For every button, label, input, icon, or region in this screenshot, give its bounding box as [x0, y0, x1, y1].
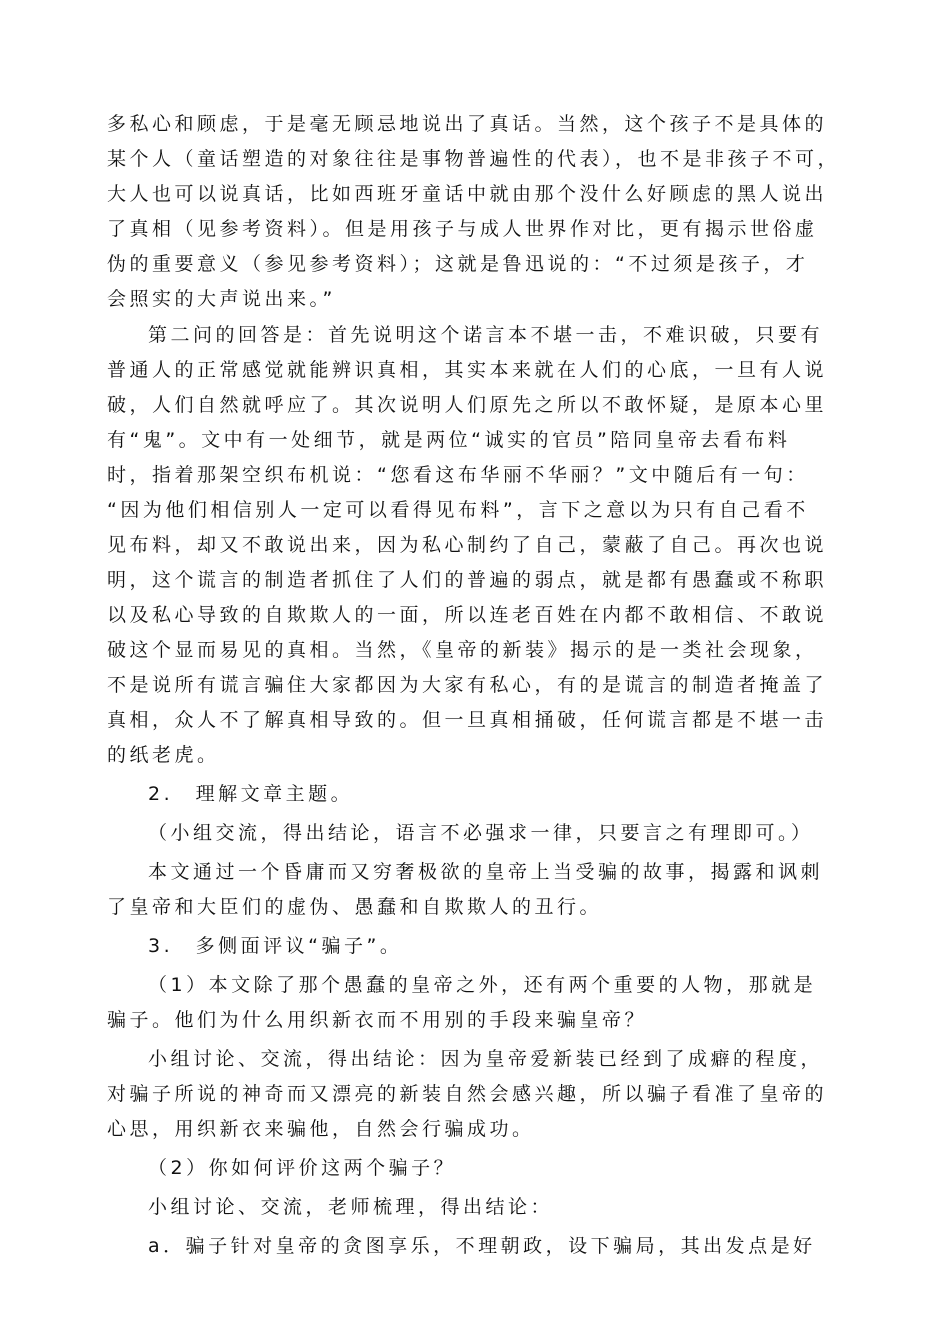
section-heading: 2. 理解文章主题。 [148, 783, 354, 805]
text-line: 的纸老虎。 [107, 744, 220, 766]
paragraph-start-line: 第二问的回答是：首先说明这个诺言本不堪一击，不难识破，只要有 [148, 324, 824, 346]
paragraph-start-line: 本文通过一个昏庸而又穷奢极欲的皇帝上当受骗的故事，揭露和讽刺 [148, 861, 824, 883]
text-line: 对骗子所说的神奇而又漂亮的新装自然会感兴趣，所以骗子看准了皇帝的 [107, 1083, 828, 1105]
text-line: 心思，用织新衣来骗他，自然会行骗成功。 [107, 1118, 535, 1140]
text-line: 以及私心导致的自欺欺人的一面，所以连老百姓在内都不敢相信、不敢说 [107, 604, 828, 626]
text-line: 多私心和顾虑，于是毫无顾忌地说出了真话。当然，这个孩子不是具体的 [107, 113, 828, 135]
text-line: 破这个显而易见的真相。当然，《皇帝的新装》揭示的是一类社会现象， [107, 639, 818, 661]
paragraph-start-line: a．骗子针对皇帝的贪图享乐，不理朝政，设下骗局，其出发点是好 [148, 1235, 816, 1257]
paragraph-start-line: 小组讨论、交流，老师梳理，得出结论： [148, 1196, 554, 1218]
text-line: 大人也可以说真话，比如西班牙童话中就由那个没什么好顾虑的黑人说出 [107, 183, 828, 205]
text-line: 了皇帝和大臣们的虚伪、愚蠢和自欺欺人的丑行。 [107, 896, 603, 918]
text-line: 不是说所有谎言骗住大家都因为大家有私心，有的是谎言的制造者掩盖了 [107, 674, 828, 696]
text-line: 破，人们自然就呼应了。其次说明人们原先之所以不敢怀疑，是原本心里 [107, 394, 828, 416]
text-line: 会照实的大声说出来。” [107, 288, 336, 310]
text-line: 明，这个谎言的制造者抓住了人们的普遍的弱点，就是都有愚蠢或不称职 [107, 569, 828, 591]
paragraph-start-line: （小组交流，得出结论，语言不必强求一律，只要言之有理即可。） [148, 822, 814, 844]
text-line: 时，指着那架空织布机说：“您看这布华丽不华丽？”文中随后有一句： [107, 464, 809, 486]
paragraph-start-line: （2）你如何评价这两个骗子？ [148, 1157, 457, 1179]
text-line: 真相，众人不了解真相导致的。但一旦真相捅破，任何谎言都是不堪一击 [107, 709, 828, 731]
text-line: 伪的重要意义（参见参考资料）；这就是鲁迅说的：“不过须是孩子，才 [107, 253, 809, 275]
text-line: “因为他们相信别人一定可以看得见布料”，言下之意以为只有自己看不 [107, 499, 809, 521]
text-line: 有“鬼”。文中有一处细节，就是两位“诚实的官员”陪同皇帝去看布料 [107, 429, 791, 451]
text-line: 了真相（见参考资料）。但是用孩子与成人世界作对比，更有揭示世俗虚 [107, 218, 818, 240]
text-line: 普通人的正常感觉就能辨识真相，其实本来就在人们的心底，一旦有人说 [107, 359, 828, 381]
paragraph-start-line: 小组讨论、交流，得出结论：因为皇帝爱新装已经到了成癖的程度， [148, 1048, 824, 1070]
text-line: 见布料，却又不敢说出来，因为私心制约了自己，蒙蔽了自己。再次也说 [107, 534, 828, 556]
text-line: 骗子。他们为什么用织新衣而不用别的手段来骗皇帝？ [107, 1009, 648, 1031]
text-line: 某个人（童话塑造的对象往往是事物普遍性的代表），也不是非孩子不可， [107, 148, 841, 170]
section-heading: 3. 多侧面评议“骗子”。 [148, 935, 403, 957]
paragraph-start-line: （1）本文除了那个愚蠢的皇帝之外，还有两个重要的人物，那就是 [148, 974, 817, 996]
